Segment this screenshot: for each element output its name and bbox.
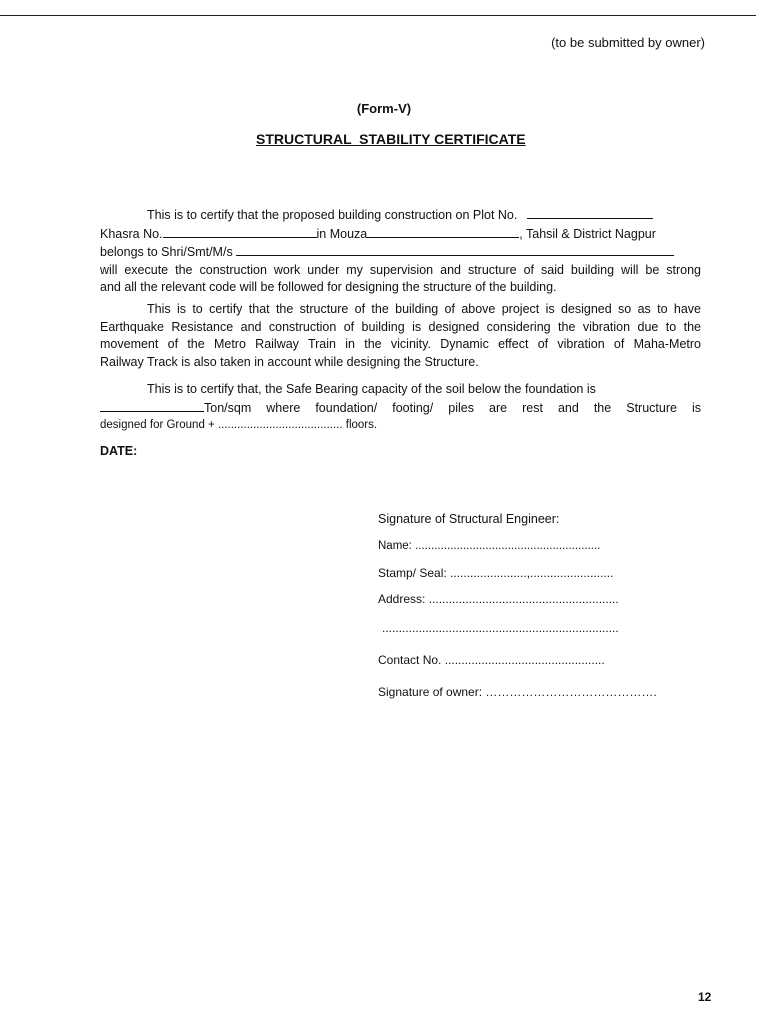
paragraph-plot-details [100,206,701,297]
owner-name-blank[interactable] [236,243,674,256]
mouza-blank[interactable] [367,225,519,238]
paragraph-line: Railway Track is also taken in account while designing the Structure. [100,354,479,369]
paragraph-earthquake-resistance [100,301,701,371]
mouza-label: in Mouza [316,226,368,241]
paragraph-line [100,225,701,244]
paragraph-bearing-capacity [100,381,701,435]
address-field[interactable]: Address: ......................................................... [378,592,619,606]
paragraph-line: This is to certify that, the Safe Bearing capacity of the soil below the foundation is [147,382,596,396]
engineer-signature-heading: Signature of Structural Engineer: [378,512,560,526]
khasra-number-blank[interactable] [163,225,317,238]
contact-number-field[interactable]: Contact No. ................................................ [378,653,605,667]
certificate-title: STRUCTURAL STABILITY CERTIFICATE [256,131,526,147]
form-label: (Form-V) [356,101,412,116]
plot-number-blank[interactable] [527,206,653,219]
paragraph-line: movement of the Metro Railway Train in the vicinity. Dynamic effect of vibration of Maha-Metro [100,337,701,352]
tahsil-district-text: , Tahsil & District Nagpur [519,226,656,241]
paragraph-line [100,243,701,262]
address-line-two-field[interactable]: ....................................................................... [382,621,619,635]
top-rule [0,15,756,16]
paragraph-line: designed for Ground + ....................................... floors. [100,419,378,432]
paragraph-line: This is to certify that the structure of the building of above project is designed so as to have [147,302,701,316]
paragraph-line: will execute the construction work under my supervision and structure of said building will be strong [100,262,701,277]
owner-signature-field[interactable]: Signature of owner: ……………………………………. [378,685,657,699]
stamp-seal-field[interactable]: Stamp/ Seal: .......................,......................... [378,566,614,580]
paragraph-line [100,399,701,418]
bearing-capacity-blank[interactable] [100,399,204,412]
submission-note: (to be submitted by owner) [551,35,705,50]
paragraph-line: and all the relevant code will be followed for designing the structure of the building. [100,280,557,295]
bearing-capacity-text: Ton/sqm where foundation/ footing/ piles are rest and the Structure is [204,400,701,415]
khasra-label: Khasra No. [100,226,163,241]
paragraph-line [100,206,701,225]
page-number: 12 [698,990,712,1004]
engineer-name-field[interactable]: Name: .......................................................... [378,540,601,552]
date-label: DATE: [100,444,138,458]
owner-name-label: belongs to Shri/Smt/M/s [100,245,233,260]
paragraph-line: Earthquake Resistance and construction of building is designed considering the vibration due to the [100,319,701,334]
plot-statement: This is to certify that the proposed building construction on Plot No. [147,208,518,222]
